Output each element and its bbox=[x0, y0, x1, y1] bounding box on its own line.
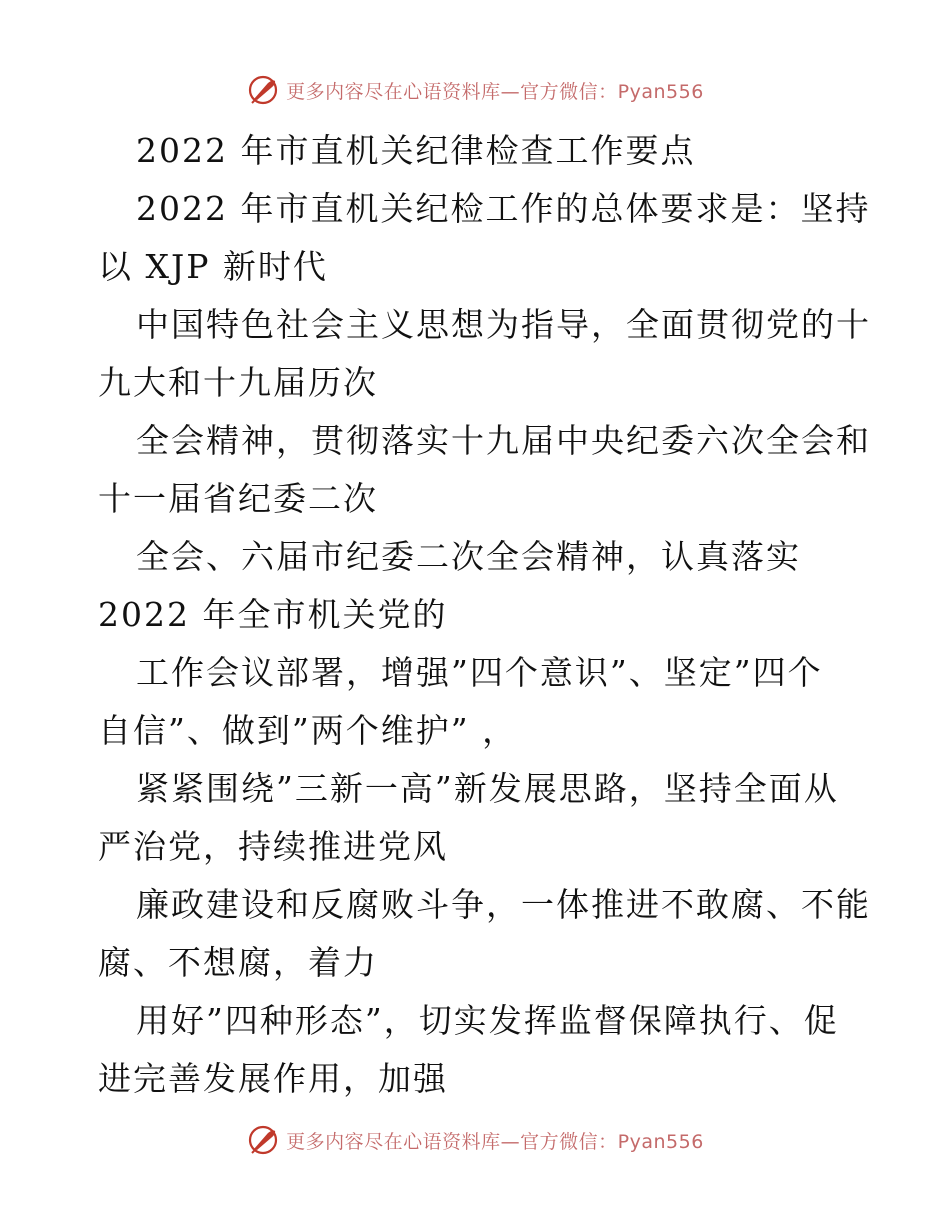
watermark-text: 更多内容尽在心语资料库—官方微信：Pyan556 bbox=[286, 1130, 704, 1153]
document-body bbox=[98, 122, 871, 1108]
paragraph-line: 2022 年全市机关党的 bbox=[98, 595, 448, 634]
paragraph-line: 工作会议部署，增强”四个意识”、坚定”四个 bbox=[136, 653, 823, 692]
paragraph-line: 自信”、做到”两个维护” ， bbox=[98, 711, 518, 750]
watermark-text: 更多内容尽在心语资料库—官方微信：Pyan556 bbox=[286, 80, 704, 103]
paragraph-line: 全会、六届市纪委二次全会精神，认真落实 bbox=[136, 537, 801, 576]
paragraph-line: 以 XJP 新时代 bbox=[98, 247, 328, 286]
paragraph-line: 用好”四种形态”，切实发挥监督保障执行、促 bbox=[136, 1001, 839, 1040]
paragraph-line: 十一届省纪委二次 bbox=[98, 479, 378, 518]
paragraph-line: 腐、不想腐，着力 bbox=[98, 943, 378, 982]
header-watermark bbox=[0, 70, 950, 110]
paragraph-line: 紧紧围绕”三新一高”新发展思路，坚持全面从 bbox=[136, 769, 839, 808]
footer-watermark bbox=[0, 1120, 950, 1160]
feather-pen-logo-icon bbox=[246, 73, 280, 107]
paragraph-line: 廉政建设和反腐败斗争，一体推进不敢腐、不能 bbox=[136, 885, 871, 924]
paragraph-line: 进完善发展作用，加强 bbox=[98, 1059, 448, 1098]
paragraph-line: 九大和十九届历次 bbox=[98, 363, 378, 402]
paragraph-line: 严治党，持续推进党风 bbox=[98, 827, 448, 866]
paragraph-line: 中国特色社会主义思想为指导，全面贯彻党的十 bbox=[136, 305, 871, 344]
feather-pen-logo-icon bbox=[246, 1123, 280, 1157]
paragraph-line: 2022 年市直机关纪检工作的总体要求是：坚持 bbox=[136, 189, 871, 228]
paragraph-line: 全会精神，贯彻落实十九届中央纪委六次全会和 bbox=[136, 421, 871, 460]
document-title: 2022 年市直机关纪律检查工作要点 bbox=[136, 131, 696, 170]
